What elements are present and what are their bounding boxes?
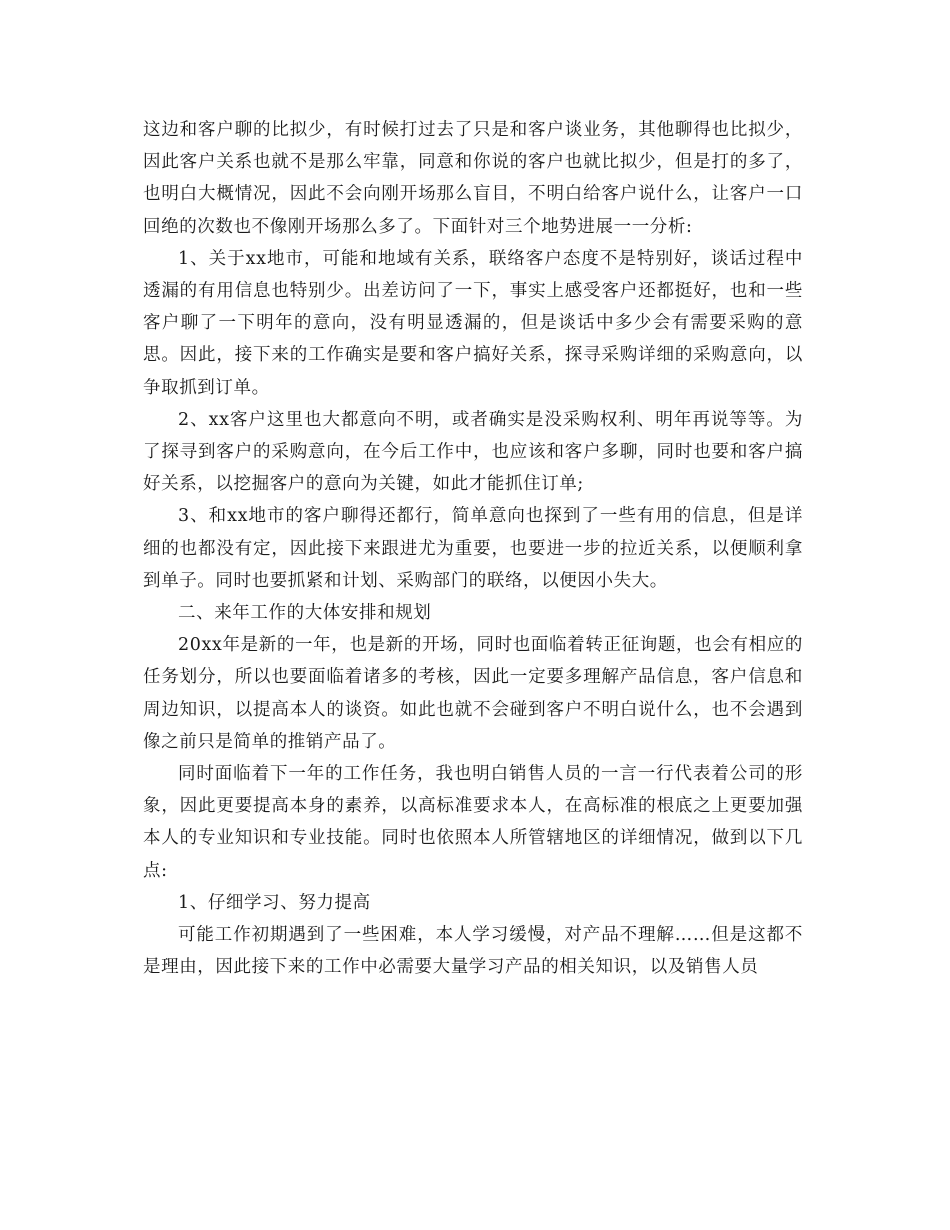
paragraph-new-year: 20xx年是新的一年，也是新的开场，同时也面临着转正征询题，也会有相应的任务划分，所以也要面临着诸多的考核，因此一定要多理解产品信息，客户信息和周边知识，以提高本人的谈资。如此也就不会碰到客户不明白说什么，也不会遇到像之前只是简单的推销产品了。 <box>143 635 803 752</box>
document-body <box>143 114 803 983</box>
paragraph-study: 可能工作初期遇到了一些困难，本人学习缓慢，对产品不理解……但是这都不是理由，因此接下来的工作中必需要大量学习产品的相关知识，以及销售人员 <box>143 925 803 978</box>
paragraph-point-2: 2、xx客户这里也大都意向不明，或者确实是没采购权利、明年再说等等。为了探寻到客户的采购意向，在今后工作中，也应该和客户多聊，同时也要和客户搞好关系，以挖掘客户的意向为关键，如此才能抓住订单; <box>143 409 803 495</box>
paragraph-point-3: 3、和xx地市的客户聊得还都行，简单意向也探到了一些有用的信息，但是详细的也都没有定，因此接下来跟进尤为重要，也要进一步的拉近关系，以便顺利拿到单子。同时也要抓紧和计划、采购部门的联络，以便因小失大。 <box>143 506 803 591</box>
subheading-study: 1、仔细学习、努力提高 <box>178 892 371 913</box>
paragraph-work-tasks: 同时面临着下一年的工作任务，我也明白销售人员的一言一行代表着公司的形象，因此更要提高本身的素养，以高标准要求本人，在高标准的根底之上更要加强本人的专业知识和专业技能。同时也依照本人所管辖地区的详细情况，做到以下几点: <box>143 764 803 881</box>
section-heading-plan: 二、来年工作的大体安排和规划 <box>178 603 432 624</box>
paragraph-point-1: 1、关于xx地市，可能和地域有关系，联络客户态度不是特别好，谈话过程中透漏的有用信息也特别少。出差访问了一下，事实上感受客户还都挺好，也和一些客户聊了一下明年的意向，没有明显透漏的，但是谈话中多少会有需要采购的意思。因此，接下来的工作确实是要和客户搞好关系，探寻采购详细的采购意向，以争取抓到订单。 <box>143 248 803 398</box>
paragraph-intro: 这边和客户聊的比拟少，有时候打过去了只是和客户谈业务，其他聊得也比拟少，因此客户关系也就不是那么牢靠，同意和你说的客户也就比拟少，但是打的多了，也明白大概情况，因此不会向刚开场那么盲目，不明白给客户说什么，让客户一口回绝的次数也不像刚开场那么多了。下面针对三个地势进展一一分析: <box>143 120 803 237</box>
